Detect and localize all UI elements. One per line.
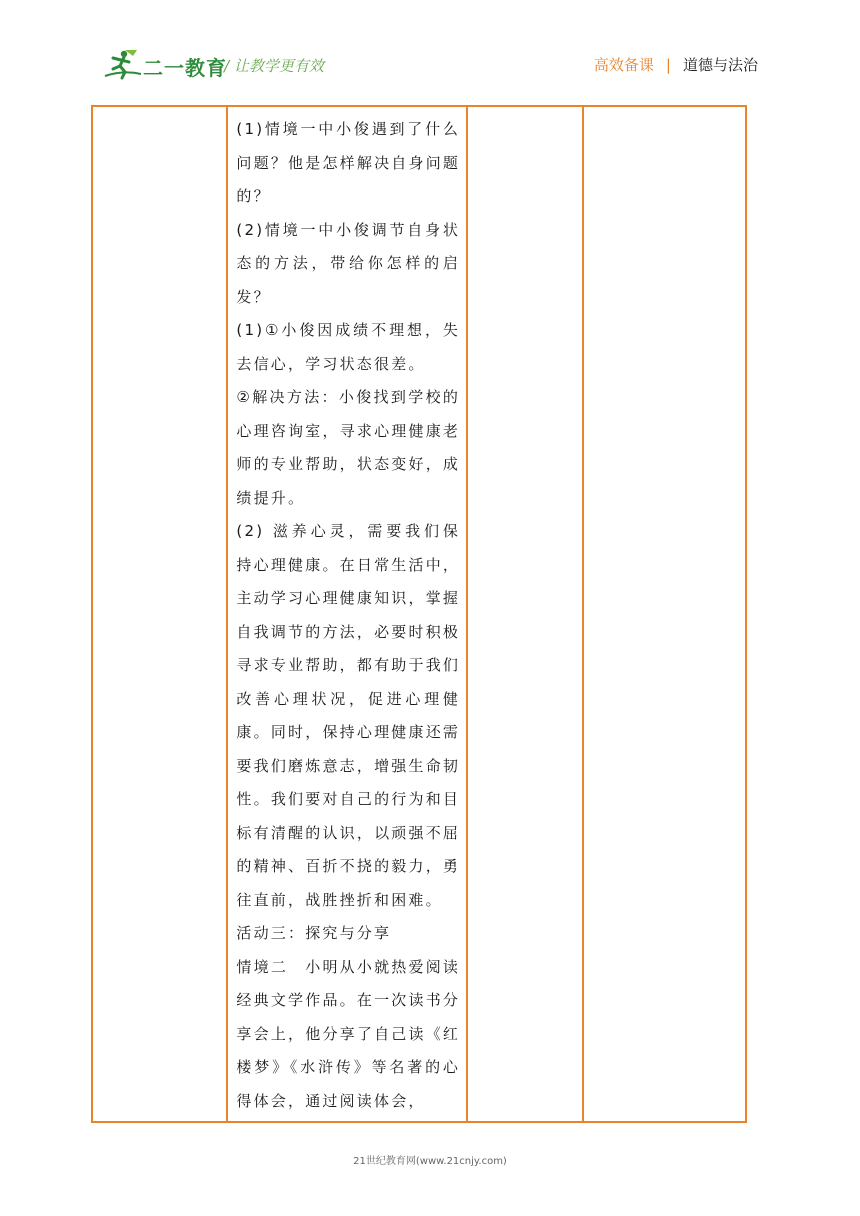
table-cell-empty-4: [583, 106, 746, 1122]
paragraph-question-1: (1)情境一中小俊遇到了什么问题？他是怎样解决自身问题的？: [236, 120, 461, 205]
content-text: [228, 107, 466, 1121]
paragraph-answer-2: (2) 滋养心灵，需要我们保持心理健康。在日常生活中，主动学习心理健康知识，掌握自我调节的方法，必要时积极寻求专业帮助，都有助于我们改善心理状况，促进心理健康。同时，保持心理健康还需要我们磨炼意志，增强生命韧性。我们要对自己的行为和目标有清醒的认识，以顽强不屈的精神、百折不挠的毅力，勇往直前，战胜挫折和困难。: [236, 522, 461, 909]
page-header: [0, 0, 860, 100]
paragraph-activity-title: 活动三：探究与分享: [236, 924, 392, 942]
table-cell-empty-1: [92, 106, 227, 1122]
paragraph-scenario-2: 情境二 小明从小就热爱阅读经典文学作品。在一次读书分享会上，他分享了自己读《红楼梦》《水浒传》等名著的心得体会，通过阅读体会，: [236, 957, 461, 1110]
table-row: [92, 106, 746, 1122]
course-label: 高效备课: [593, 56, 654, 74]
page-footer: 21世纪教育网(www.21cnjy.com): [353, 1156, 507, 1167]
header-subject-area: [594, 54, 758, 75]
table-cell-content: [227, 106, 467, 1122]
slogan: / 让教学更有效: [224, 57, 324, 75]
paragraph-answer-1b: ②解决方法：小俊找到学校的心理咨询室，寻求心理健康老师的专业帮助，状态变好，成绩提升。: [236, 388, 461, 507]
paragraph-answer-1: (1)①小俊因成绩不理想，失去信心，学习状态很差。: [236, 321, 461, 373]
subject-label: 道德与法治: [682, 56, 758, 74]
paragraph-question-2: (2)情境一中小俊调节自身状态的方法，带给你怎样的启发？: [236, 220, 461, 306]
logo-text: 二一教育: [143, 56, 227, 80]
lesson-table: [91, 105, 747, 1123]
header-separator: |: [665, 55, 671, 74]
table-cell-empty-3: [467, 106, 583, 1122]
